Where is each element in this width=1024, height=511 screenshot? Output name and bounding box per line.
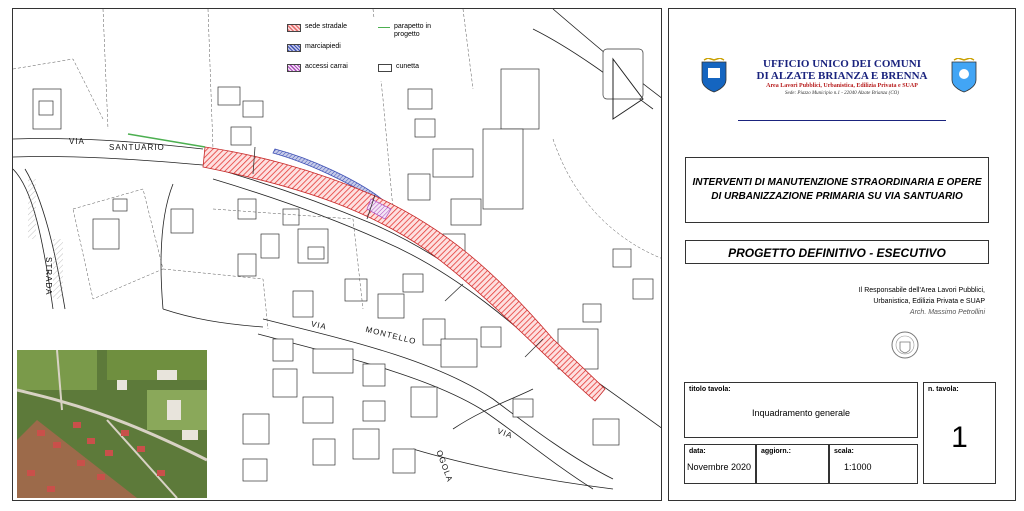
office-header — [684, 24, 996, 116]
n-tavola-value: 1 — [951, 421, 968, 454]
legend-item-access — [287, 63, 348, 72]
titolo-tavola-label: titolo tavola: — [689, 386, 731, 393]
street-label-via: VIA — [69, 137, 85, 146]
map-sheet — [12, 8, 662, 501]
responsible-line2: Urbanistica, Edilizia Privata e SUAP — [873, 298, 985, 305]
data-label: data: — [689, 448, 706, 455]
parapet-swatch — [378, 27, 390, 28]
legend-label-line2: progetto — [394, 31, 420, 38]
legend-item-cunetta — [378, 63, 419, 72]
titolo-tavola-value: Inquadramento generale — [751, 408, 851, 418]
aggiorn-cell — [756, 444, 829, 484]
legend-label-line1: parapetto in — [394, 23, 431, 30]
responsible-name: Arch. Massimo Petrollini — [909, 309, 985, 316]
title-block — [668, 8, 1016, 501]
legend — [283, 17, 463, 81]
official-stamp-icon — [890, 330, 920, 360]
office-line1: UFFICIO UNICO DEI COMUNI — [763, 58, 921, 70]
legend-label: cunetta — [396, 63, 419, 70]
road-swatch — [287, 24, 301, 32]
coat-of-arms-left-icon — [700, 58, 728, 94]
n-tavola-cell — [923, 382, 996, 484]
project-phase-box — [685, 240, 989, 264]
legend-label: sede stradale — [305, 23, 348, 30]
cunetta-swatch — [378, 64, 392, 72]
header-divider — [738, 120, 946, 121]
hatched-zone — [28, 179, 36, 239]
legend-item-road — [287, 23, 347, 32]
data-value: Novembre 2020 — [687, 462, 752, 472]
street-label-strada: STRADA — [44, 257, 53, 296]
street-label-via-right: VIA — [495, 426, 514, 441]
legend-label: accessi carrai — [305, 63, 348, 70]
street-label-santuario: SANTUARIO — [109, 143, 165, 152]
street-label-montello: MONTELLO — [364, 324, 418, 347]
office-line2: DI ALZATE BRIANZA E BRENNA — [756, 70, 928, 82]
legend-label — [394, 23, 431, 39]
office-department: Area Lavori Pubblici, Urbanistica, Edilizia Privata e SUAP — [766, 83, 918, 89]
project-title-line1: INTERVENTI DI MANUTENZIONE STRAORDINARIA E OPERE — [692, 177, 982, 188]
legend-label: marciapiedi — [305, 43, 341, 50]
office-address: Sede: Piazzo Municipio n.1 - 22040 Alzate Brianza (CO) — [785, 91, 899, 96]
street-label-ogola: OGOLA — [434, 449, 455, 484]
project-phase: PROGETTO DEFINITIVO - ESECUTIVO — [728, 246, 946, 260]
coat-of-arms-right-icon — [950, 58, 978, 94]
project-title-line2: DI URBANIZZAZIONE PRIMARIA SU VIA SANTUARIO — [711, 191, 963, 202]
responsible-line1: Il Responsabile dell'Area Lavori Pubblici, — [858, 287, 985, 294]
n-tavola-label: n. tavola: — [928, 386, 959, 393]
sidewalk-swatch — [287, 44, 301, 52]
legend-item-sidewalk — [287, 43, 341, 52]
aerial-image — [17, 350, 207, 498]
aggiorn-label: aggiorn.: — [761, 448, 791, 455]
responsible-block — [809, 285, 985, 318]
titolo-tavola-cell — [684, 382, 918, 438]
access-swatch — [287, 64, 301, 72]
scala-cell — [829, 444, 918, 484]
aerial-photo — [17, 350, 207, 498]
legend-item-parapet — [378, 23, 431, 39]
scala-value: 1:1000 — [844, 462, 872, 472]
hatched-zone — [53, 239, 63, 299]
street-label-via-mid: VIA — [310, 319, 328, 332]
scala-label: scala: — [834, 448, 854, 455]
project-title-box — [685, 157, 989, 223]
data-cell — [684, 444, 756, 484]
